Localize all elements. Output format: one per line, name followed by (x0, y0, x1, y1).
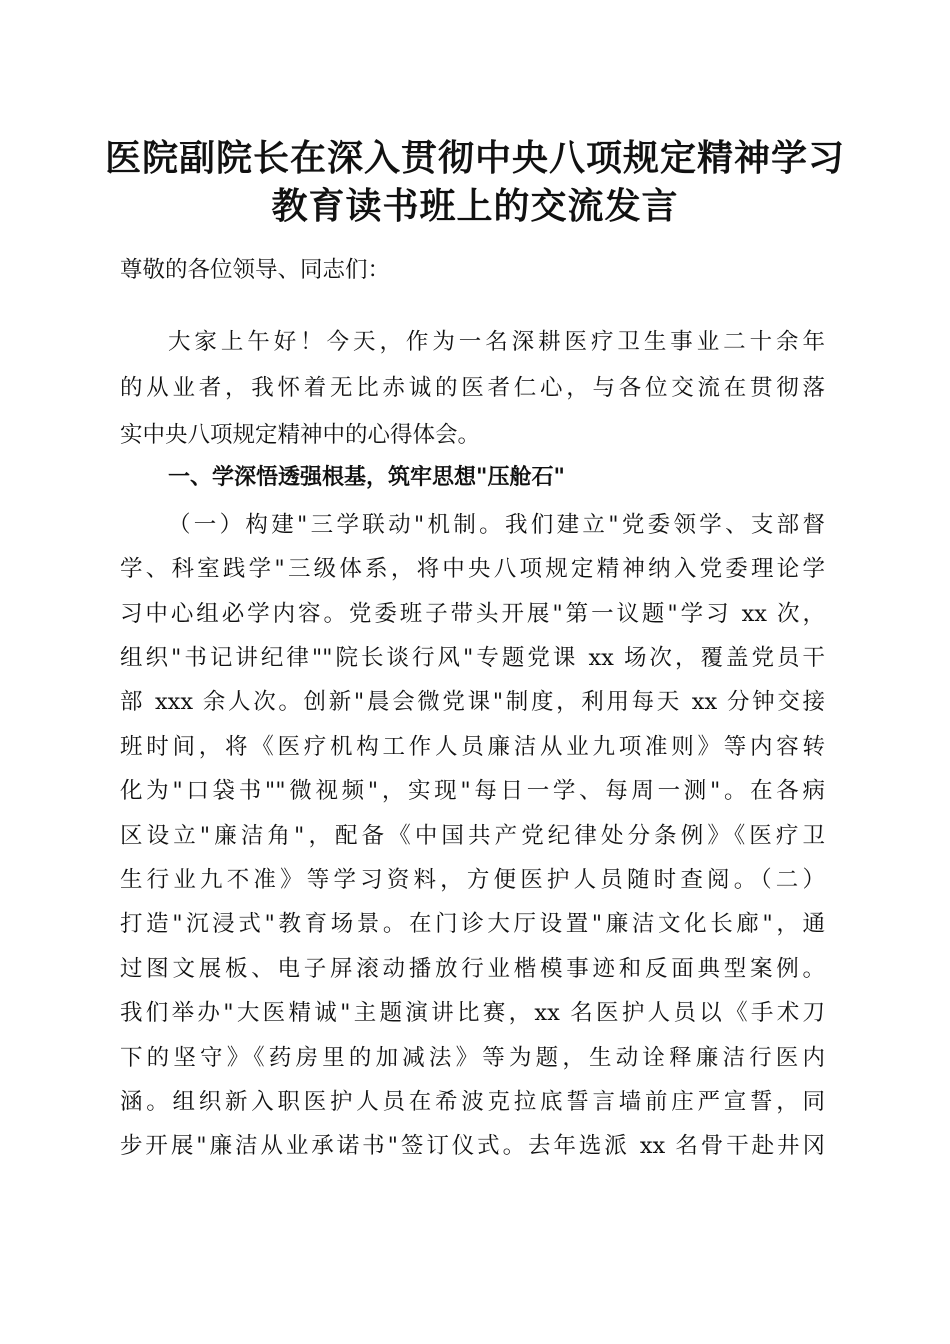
body-line: 我们举办"大医精诚"主题演讲比赛，xx 名医护人员以《手术刀 (120, 1000, 825, 1026)
intro-line: 的从业者，我怀着无比赤诚的医者仁心，与各位交流在贯彻落 (120, 375, 825, 401)
body-line: 步开展"廉洁从业承诺书"签订仪式。去年选派 xx 名骨干赴井冈 (120, 1133, 825, 1159)
salutation: 尊敬的各位领导、同志们： (120, 257, 391, 283)
body-line: 生行业九不准》等学习资料，方便医护人员随时查阅。（二） (120, 867, 825, 893)
body-line: 学、科室践学"三级体系，将中央八项规定精神纳入党委理论学 (120, 556, 825, 582)
body-line: 涵。组织新入职医护人员在希波克拉底誓言墙前庄严宣誓，同 (120, 1089, 825, 1115)
section-heading: 一、学深悟透强根基，筑牢思想"压舱石" (168, 465, 565, 490)
body-line: 过图文展板、电子屏滚动播放行业楷模事迹和反面典型案例。 (120, 956, 825, 982)
body-line: 下的坚守》《药房里的加减法》等为题，生动诠释廉洁行医内 (120, 1045, 825, 1071)
intro-line: 实中央八项规定精神中的心得体会。 (120, 422, 481, 448)
document-title-line-1: 医院副院长在深入贯彻中央八项规定精神学习 (104, 137, 845, 179)
body-line: 部 xxx 余人次。创新"晨会微党课"制度，利用每天 xx 分钟交接 (120, 689, 825, 715)
document-title-line-2: 教育读书班上的交流发言 (271, 185, 679, 227)
intro-line: 大家上午好！今天，作为一名深耕医疗卫生事业二十余年 (168, 329, 825, 355)
body-line: 化为"口袋书""微视频"，实现"每日一学、每周一测"。在各病 (120, 778, 825, 804)
body-line: 打造"沉浸式"教育场景。在门诊大厅设置"廉洁文化长廊"，通 (120, 911, 825, 937)
body-line: （一）构建"三学联动"机制。我们建立"党委领学、支部督 (168, 512, 825, 538)
body-line: 习中心组必学内容。党委班子带头开展"第一议题"学习 xx 次， (120, 601, 825, 627)
body-line: 班时间，将《医疗机构工作人员廉洁从业九项准则》等内容转 (120, 734, 825, 760)
body-line: 组织"书记讲纪律""院长谈行风"专题党课 xx 场次，覆盖党员干 (120, 645, 825, 671)
body-line: 区设立"廉洁角"，配备《中国共产党纪律处分条例》《医疗卫 (120, 823, 825, 849)
